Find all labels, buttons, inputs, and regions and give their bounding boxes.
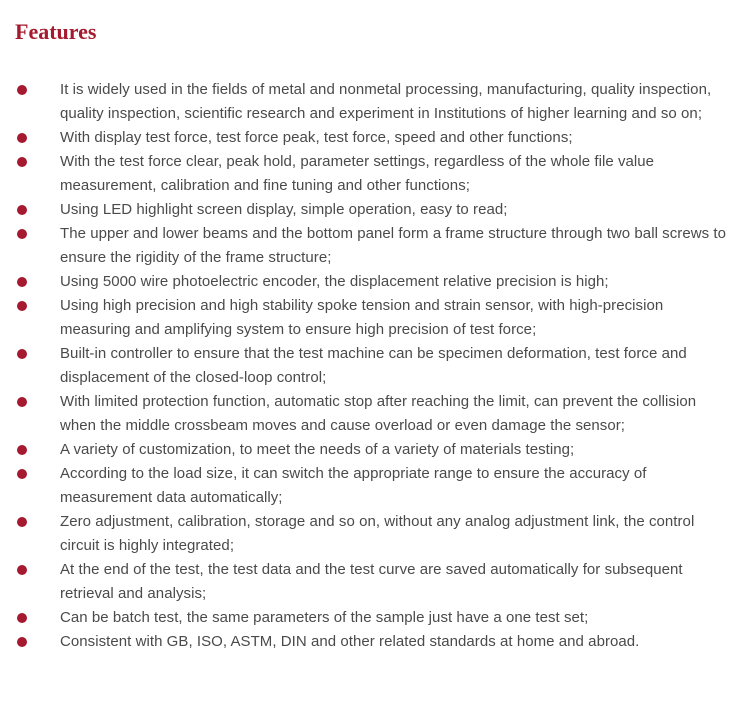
feature-item	[0, 606, 750, 630]
feature-text: Using high precision and high stability spoke tension and strain sensor, with high-precision measuring and amplifying system to ensure high precision of test force;	[60, 297, 664, 338]
feature-item	[0, 630, 750, 654]
bullet-icon	[17, 277, 27, 287]
feature-text: With display test force, test force peak, test force, speed and other functions;	[60, 129, 573, 146]
feature-item	[0, 342, 750, 390]
bullet-icon	[17, 469, 27, 479]
features-list	[0, 78, 750, 654]
feature-text: A variety of customization, to meet the needs of a variety of materials testing;	[60, 441, 575, 458]
page-title: Features	[15, 19, 97, 44]
feature-item	[0, 294, 750, 342]
bullet-icon	[17, 85, 27, 95]
feature-item	[0, 558, 750, 606]
feature-text: The upper and lower beams and the bottom panel form a frame structure through two ball screws to ensure the rigidity of the frame structure;	[60, 225, 726, 266]
bullet-icon	[17, 349, 27, 359]
feature-text: With limited protection function, automatic stop after reaching the limit, can prevent the collision when the middle crossbeam moves and cause overload or even damage the sensor;	[60, 393, 697, 434]
bullet-icon	[17, 157, 27, 167]
feature-text: With the test force clear, peak hold, parameter settings, regardless of the whole file value measurement, calibration and fine tuning and other functions;	[60, 153, 655, 194]
feature-item	[0, 78, 750, 126]
feature-text: Can be batch test, the same parameters of the sample just have a one test set;	[60, 609, 589, 626]
bullet-icon	[17, 565, 27, 575]
bullet-icon	[17, 445, 27, 455]
feature-text: Zero adjustment, calibration, storage and so on, without any analog adjustment link, the control circuit is highly integrated;	[60, 513, 695, 554]
feature-item	[0, 390, 750, 438]
bullet-icon	[17, 397, 27, 407]
feature-item	[0, 150, 750, 198]
feature-text: It is widely used in the fields of metal and nonmetal processing, manufacturing, quality inspection, quality inspection, scientific research and experiment in Institutions of higher learning and so on;	[60, 81, 712, 122]
feature-item	[0, 510, 750, 558]
feature-text: According to the load size, it can switch the appropriate range to ensure the accuracy of measurement data automatically;	[60, 465, 647, 506]
feature-item	[0, 126, 750, 150]
bullet-icon	[17, 637, 27, 647]
feature-item	[0, 270, 750, 294]
bullet-icon	[17, 205, 27, 215]
feature-text: Consistent with GB, ISO, ASTM, DIN and other related standards at home and abroad.	[60, 633, 640, 650]
feature-text: Using 5000 wire photoelectric encoder, the displacement relative precision is high;	[60, 273, 609, 290]
bullet-icon	[17, 133, 27, 143]
bullet-icon	[17, 517, 27, 527]
feature-item	[0, 438, 750, 462]
feature-item	[0, 462, 750, 510]
bullet-icon	[17, 301, 27, 311]
bullet-icon	[17, 613, 27, 623]
bullet-icon	[17, 229, 27, 239]
feature-text: Using LED highlight screen display, simple operation, easy to read;	[60, 201, 508, 218]
feature-item	[0, 222, 750, 270]
feature-text: At the end of the test, the test data and the test curve are saved automatically for subsequent retrieval and analysis;	[60, 561, 683, 602]
feature-item	[0, 198, 750, 222]
feature-text: Built-in controller to ensure that the test machine can be specimen deformation, test force and displacement of the closed-loop control;	[60, 345, 687, 386]
